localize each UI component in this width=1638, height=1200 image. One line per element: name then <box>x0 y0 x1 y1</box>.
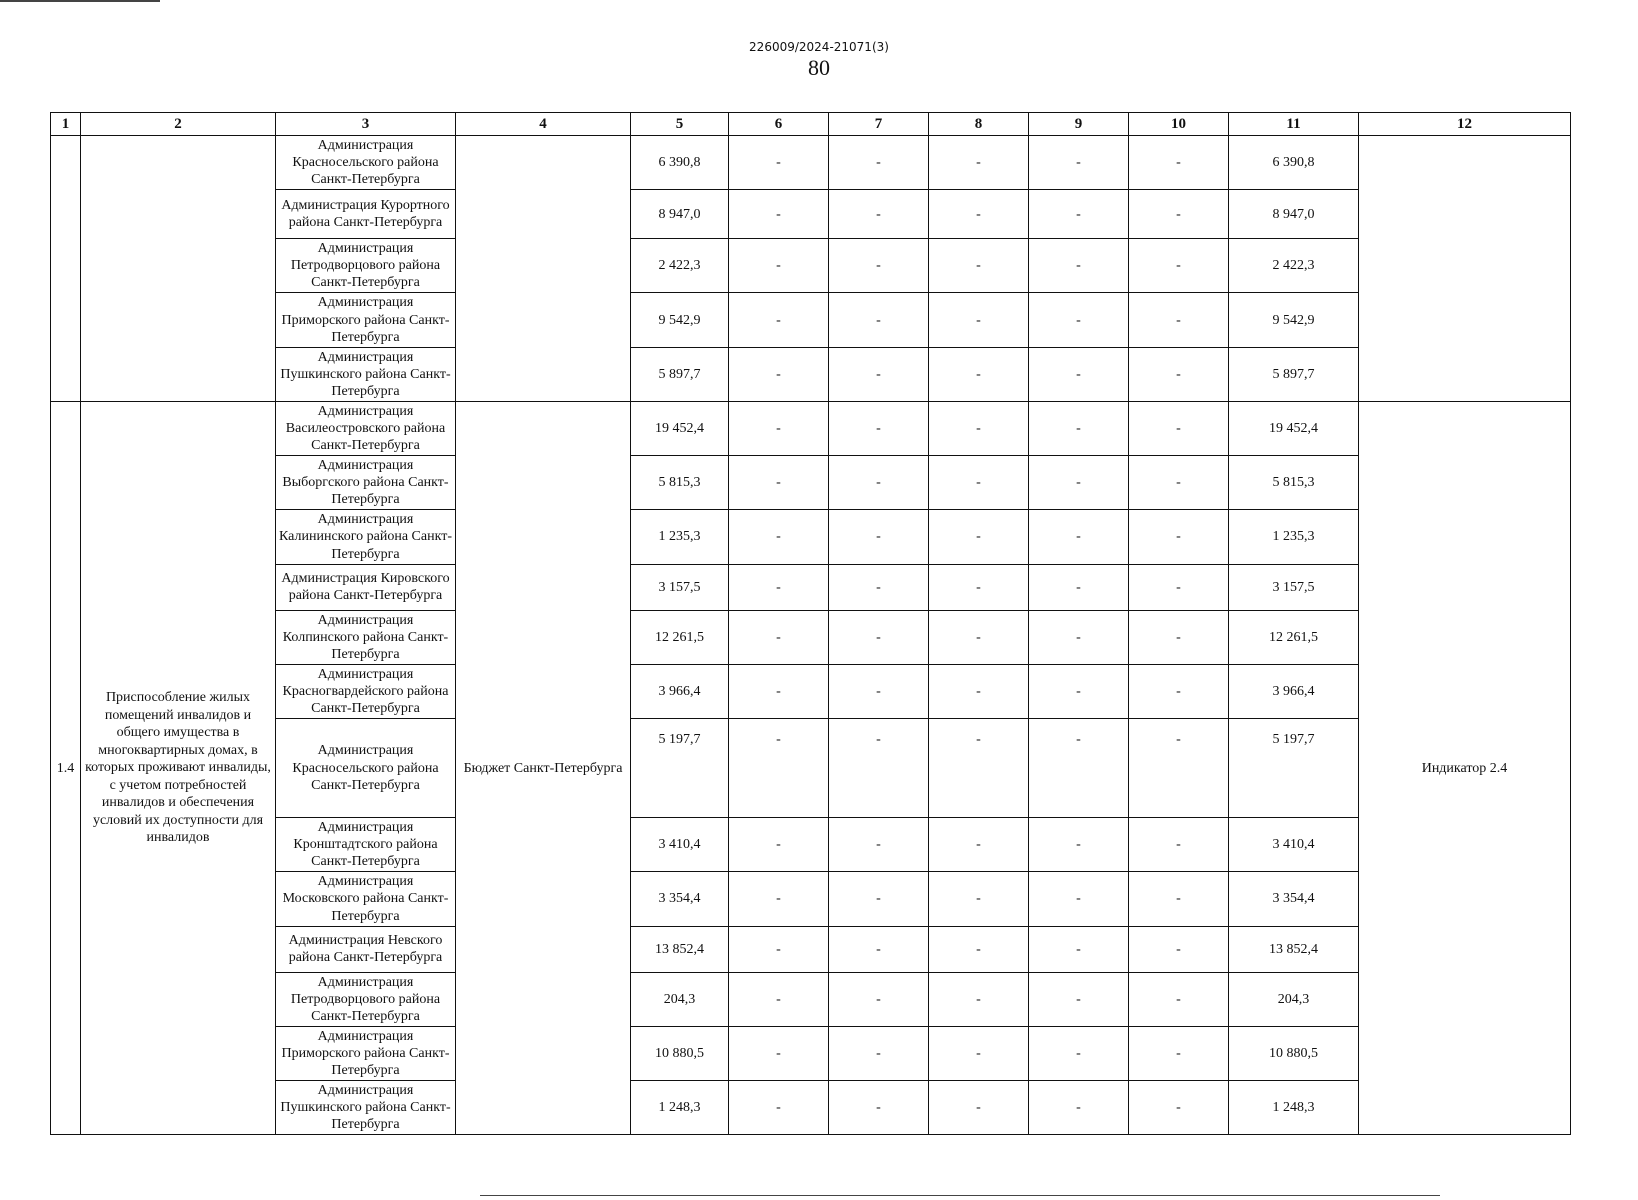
organization-cell: Администрация Красносельского района Санкт-Петербурга <box>276 719 456 818</box>
dash-cell: - <box>929 1081 1029 1135</box>
table-row <box>51 972 1571 1026</box>
dash-cell: - <box>1029 1081 1129 1135</box>
table-row <box>51 510 1571 564</box>
dash-cell: - <box>929 719 1029 818</box>
col5-value: 9 542,9 <box>631 293 729 347</box>
col5-value: 5 897,7 <box>631 347 729 401</box>
dash-cell: - <box>829 1026 929 1080</box>
dash-cell: - <box>729 401 829 455</box>
dash-cell: - <box>929 818 1029 872</box>
dash-cell: - <box>729 719 829 818</box>
dash-cell: - <box>1029 239 1129 293</box>
dash-cell: - <box>829 664 929 718</box>
dash-cell: - <box>929 347 1029 401</box>
col5-value: 13 852,4 <box>631 926 729 972</box>
organization-cell: Администрация Красносельского района Санкт-Петербурга <box>276 136 456 190</box>
col5-value: 2 422,3 <box>631 239 729 293</box>
col5-value: 12 261,5 <box>631 610 729 664</box>
dash-cell: - <box>829 239 929 293</box>
organization-cell: Администрация Красногвардейского района Санкт-Петербурга <box>276 664 456 718</box>
col11-value: 9 542,9 <box>1229 293 1359 347</box>
dash-cell: - <box>829 1081 929 1135</box>
dash-cell: - <box>1029 564 1129 610</box>
dash-cell: - <box>929 564 1029 610</box>
dash-cell: - <box>1029 719 1129 818</box>
organization-cell: Администрация Пушкинского района Санкт-Петербурга <box>276 1081 456 1135</box>
col-header: 1 <box>51 113 81 136</box>
col-header: 6 <box>729 113 829 136</box>
dash-cell: - <box>1029 293 1129 347</box>
scan-artifact-top <box>0 0 160 2</box>
dash-cell: - <box>1129 818 1229 872</box>
dash-cell: - <box>829 136 929 190</box>
dash-cell: - <box>829 510 929 564</box>
dash-cell: - <box>929 610 1029 664</box>
organization-cell: Администрация Петродворцового района Санкт-Петербурга <box>276 972 456 1026</box>
dash-cell: - <box>829 610 929 664</box>
dash-cell: - <box>1029 401 1129 455</box>
col5-value: 19 452,4 <box>631 401 729 455</box>
col5-value: 3 354,4 <box>631 872 729 926</box>
organization-cell: Администрация Приморского района Санкт-Петербурга <box>276 293 456 347</box>
table-row <box>51 1081 1571 1135</box>
dash-cell: - <box>829 190 929 239</box>
dash-cell: - <box>729 872 829 926</box>
organization-cell: Администрация Колпинского района Санкт-Петербурга <box>276 610 456 664</box>
dash-cell: - <box>1029 872 1129 926</box>
col-header: 2 <box>81 113 276 136</box>
dash-cell: - <box>829 972 929 1026</box>
col-header: 12 <box>1359 113 1571 136</box>
dash-cell: - <box>929 401 1029 455</box>
table-row <box>51 293 1571 347</box>
col5-value: 3 410,4 <box>631 818 729 872</box>
table-row <box>51 239 1571 293</box>
dash-cell: - <box>829 872 929 926</box>
dash-cell: - <box>729 1026 829 1080</box>
dash-cell: - <box>1029 818 1129 872</box>
item-number-cell: 1.4 <box>51 401 81 1134</box>
dash-cell: - <box>1129 664 1229 718</box>
table-row <box>51 1026 1571 1080</box>
organization-cell: Администрация Петродворцового района Санкт-Петербурга <box>276 239 456 293</box>
dash-cell: - <box>829 926 929 972</box>
col-header: 4 <box>456 113 631 136</box>
col11-value: 1 235,3 <box>1229 510 1359 564</box>
col5-value: 1 235,3 <box>631 510 729 564</box>
organization-cell: Администрация Василеостровского района Санкт-Петербурга <box>276 401 456 455</box>
table-row <box>51 347 1571 401</box>
organization-cell: Администрация Калининского района Санкт-Петербурга <box>276 510 456 564</box>
col5-value: 10 880,5 <box>631 1026 729 1080</box>
indicator-cell <box>1359 136 1571 402</box>
dash-cell: - <box>729 456 829 510</box>
item-number-cell <box>51 136 81 402</box>
dash-cell: - <box>929 239 1029 293</box>
dash-cell: - <box>1129 510 1229 564</box>
dash-cell: - <box>729 926 829 972</box>
dash-cell: - <box>929 456 1029 510</box>
table-row <box>51 610 1571 664</box>
dash-cell: - <box>729 190 829 239</box>
col11-value: 5 197,7 <box>1229 719 1359 818</box>
col-header: 9 <box>1029 113 1129 136</box>
dash-cell: - <box>1129 293 1229 347</box>
dash-cell: - <box>1029 1026 1129 1080</box>
col5-value: 3 966,4 <box>631 664 729 718</box>
organization-cell: Администрация Пушкинского района Санкт-Петербурга <box>276 347 456 401</box>
col5-value: 6 390,8 <box>631 136 729 190</box>
organization-cell: Администрация Кировского района Санкт-Петербурга <box>276 564 456 610</box>
col11-value: 2 422,3 <box>1229 239 1359 293</box>
organization-cell: Администрация Выборгского района Санкт-Петербурга <box>276 456 456 510</box>
col11-value: 12 261,5 <box>1229 610 1359 664</box>
col11-value: 204,3 <box>1229 972 1359 1026</box>
dash-cell: - <box>1129 347 1229 401</box>
dash-cell: - <box>829 293 929 347</box>
table-row <box>51 818 1571 872</box>
table-row <box>51 719 1571 818</box>
dash-cell: - <box>1129 456 1229 510</box>
dash-cell: - <box>729 610 829 664</box>
dash-cell: - <box>1129 239 1229 293</box>
dash-cell: - <box>729 818 829 872</box>
dash-cell: - <box>1129 564 1229 610</box>
description-cell <box>81 136 276 402</box>
organization-cell: Администрация Курортного района Санкт-Петербурга <box>276 190 456 239</box>
dash-cell: - <box>1129 926 1229 972</box>
dash-cell: - <box>929 510 1029 564</box>
col11-value: 19 452,4 <box>1229 401 1359 455</box>
col-header: 10 <box>1129 113 1229 136</box>
dash-cell: - <box>1129 1081 1229 1135</box>
table-row <box>51 401 1571 455</box>
indicator-cell: Индикатор 2.4 <box>1359 401 1571 1134</box>
organization-cell: Администрация Невского района Санкт-Петербурга <box>276 926 456 972</box>
dash-cell: - <box>1029 610 1129 664</box>
dash-cell: - <box>929 664 1029 718</box>
dash-cell: - <box>829 456 929 510</box>
col11-value: 6 390,8 <box>1229 136 1359 190</box>
dash-cell: - <box>1029 456 1129 510</box>
page-number: 80 <box>808 55 830 80</box>
dash-cell: - <box>929 926 1029 972</box>
col11-value: 3 157,5 <box>1229 564 1359 610</box>
col11-value: 3 354,4 <box>1229 872 1359 926</box>
col11-value: 5 897,7 <box>1229 347 1359 401</box>
dash-cell: - <box>1029 136 1129 190</box>
col11-value: 5 815,3 <box>1229 456 1359 510</box>
table-row <box>51 190 1571 239</box>
table-row <box>51 136 1571 190</box>
col-header: 7 <box>829 113 929 136</box>
dash-cell: - <box>1029 664 1129 718</box>
dash-cell: - <box>929 136 1029 190</box>
col-header: 11 <box>1229 113 1359 136</box>
dash-cell: - <box>729 136 829 190</box>
dash-cell: - <box>729 564 829 610</box>
funding-source-cell <box>456 136 631 402</box>
dash-cell: - <box>1129 719 1229 818</box>
dash-cell: - <box>729 1081 829 1135</box>
col-header: 3 <box>276 113 456 136</box>
dash-cell: - <box>1029 190 1129 239</box>
dash-cell: - <box>729 239 829 293</box>
col5-value: 8 947,0 <box>631 190 729 239</box>
table-row <box>51 456 1571 510</box>
col11-value: 3 410,4 <box>1229 818 1359 872</box>
col11-value: 3 966,4 <box>1229 664 1359 718</box>
dash-cell: - <box>1129 1026 1229 1080</box>
dash-cell: - <box>829 401 929 455</box>
document-id: 226009/2024-21071(3) <box>749 40 889 54</box>
table-row <box>51 926 1571 972</box>
header-row <box>51 113 1571 136</box>
col-header: 5 <box>631 113 729 136</box>
dash-cell: - <box>929 190 1029 239</box>
dash-cell: - <box>1029 926 1129 972</box>
dash-cell: - <box>729 972 829 1026</box>
organization-cell: Администрация Кронштадтского района Санкт-Петербурга <box>276 818 456 872</box>
dash-cell: - <box>929 872 1029 926</box>
organization-cell: Администрация Московского района Санкт-Петербурга <box>276 872 456 926</box>
col5-value: 5 815,3 <box>631 456 729 510</box>
dash-cell: - <box>929 972 1029 1026</box>
dash-cell: - <box>1029 347 1129 401</box>
scan-artifact-bottom <box>480 1195 1440 1196</box>
dash-cell: - <box>929 1026 1029 1080</box>
organization-cell: Администрация Приморского района Санкт-Петербурга <box>276 1026 456 1080</box>
table-body <box>51 113 1571 1135</box>
col5-value: 3 157,5 <box>631 564 729 610</box>
dash-cell: - <box>729 664 829 718</box>
dash-cell: - <box>1129 190 1229 239</box>
table-row <box>51 564 1571 610</box>
dash-cell: - <box>1129 610 1229 664</box>
table-row <box>51 664 1571 718</box>
dash-cell: - <box>1029 972 1129 1026</box>
table-row <box>51 872 1571 926</box>
col-header: 8 <box>929 113 1029 136</box>
dash-cell: - <box>1129 136 1229 190</box>
col5-value: 1 248,3 <box>631 1081 729 1135</box>
dash-cell: - <box>1029 510 1129 564</box>
dash-cell: - <box>829 347 929 401</box>
description-cell: Приспособление жилых помещений инвалидов и общего имущества в многоквартирных домах, в которых проживают инвалиды, с учетом потребностей инвалидов и обеспечения условий их доступности для инвалидов <box>81 401 276 1134</box>
dash-cell: - <box>1129 872 1229 926</box>
col5-value: 5 197,7 <box>631 719 729 818</box>
col11-value: 13 852,4 <box>1229 926 1359 972</box>
col11-value: 10 880,5 <box>1229 1026 1359 1080</box>
dash-cell: - <box>729 510 829 564</box>
col11-value: 8 947,0 <box>1229 190 1359 239</box>
dash-cell: - <box>929 293 1029 347</box>
budget-table <box>50 112 1571 1135</box>
dash-cell: - <box>1129 401 1229 455</box>
dash-cell: - <box>729 293 829 347</box>
dash-cell: - <box>829 564 929 610</box>
col5-value: 204,3 <box>631 972 729 1026</box>
col11-value: 1 248,3 <box>1229 1081 1359 1135</box>
dash-cell: - <box>1129 972 1229 1026</box>
dash-cell: - <box>729 347 829 401</box>
dash-cell: - <box>829 818 929 872</box>
funding-source-cell: Бюджет Санкт-Петербурга <box>456 401 631 1134</box>
dash-cell: - <box>829 719 929 818</box>
